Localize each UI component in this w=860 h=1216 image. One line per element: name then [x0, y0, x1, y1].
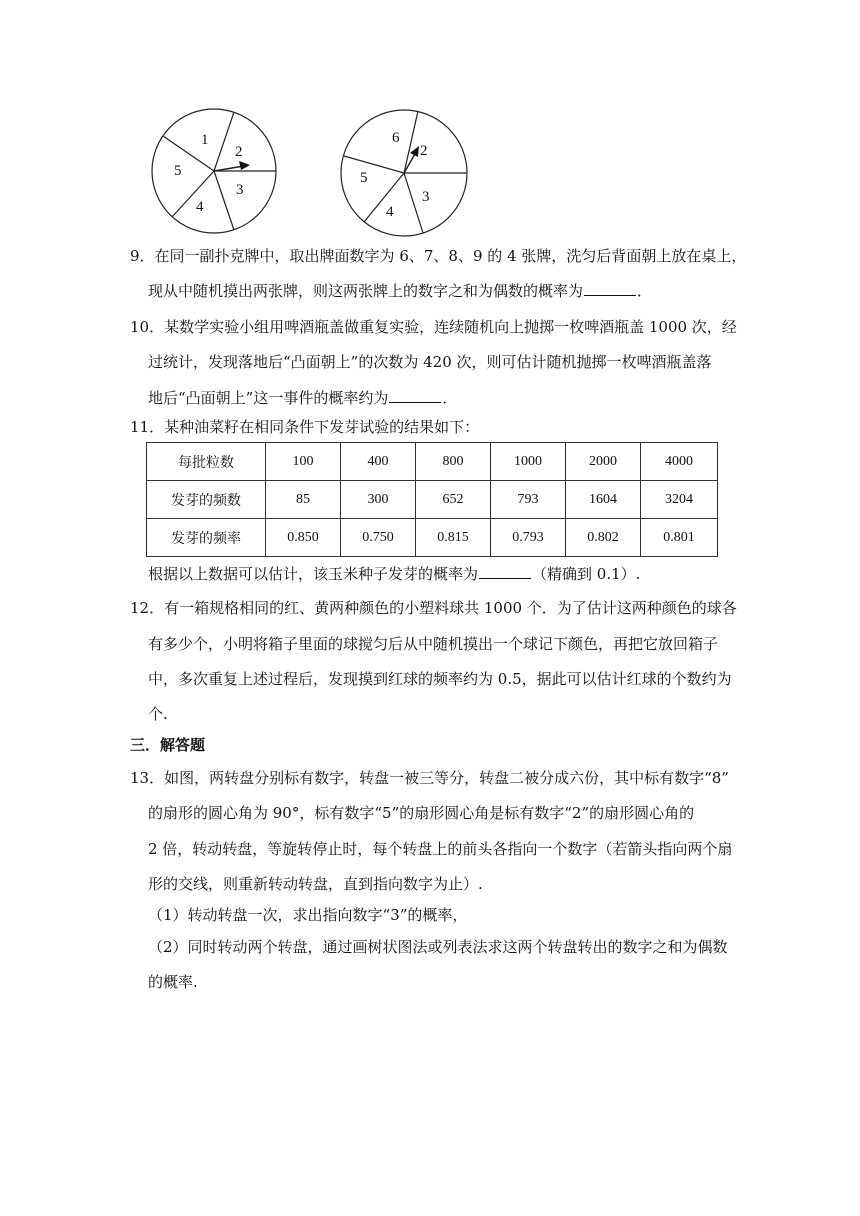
- table-cell: 300: [341, 481, 416, 519]
- q9-end: ．: [637, 282, 653, 300]
- spinner-two: [341, 110, 467, 236]
- spinners-figure: [150, 104, 480, 234]
- q11-end: （精确到 0.1）.: [532, 565, 641, 583]
- q11-text: 根据以上数据可以估计，该玉米种子发芽的概率为: [148, 565, 479, 583]
- table-cell: 0.815: [416, 519, 491, 557]
- q10-line: 过统计，发现落地后“凸面朝上”的次数为 420 次，则可估计随机抛掷一枚啤酒瓶盖落: [148, 353, 712, 371]
- table-cell: 3204: [641, 481, 718, 519]
- section-title: 三．解答题: [130, 736, 206, 754]
- q12-line: 12．有一箱规格相同的红、黄两种颜色的小塑料球共 1000 个．为了估计这两种颜色的球各: [130, 599, 737, 617]
- q12-line: 个.: [148, 705, 168, 723]
- table-row: [147, 481, 718, 519]
- q11-line: 11．某种油菜籽在相同条件下发芽试验的结果如下：: [130, 418, 480, 436]
- sector-label: 5: [174, 163, 182, 179]
- q9-text: 现从中随机摸出两张牌，则这两张牌上的数字之和为偶数的概率为: [148, 282, 584, 300]
- table-cell: 4000: [641, 443, 718, 481]
- sector-label: 2: [235, 144, 243, 160]
- table-cell: 652: [416, 481, 491, 519]
- sector-label: 4: [386, 204, 394, 220]
- q11-line: [148, 564, 860, 584]
- q12-line: 有多少个，小明将箱子里面的球搅匀后从中随机摸出一个球记下颜色，再把它放回箱子: [148, 635, 719, 653]
- spinner-one: [152, 109, 276, 233]
- sector-label: 3: [422, 189, 430, 205]
- germination-table: [146, 442, 718, 557]
- q13-line: 2 倍，转动转盘，等旋转停止时，每个转盘上的前头各指向一个数字（若箭头指向两个扇: [148, 840, 733, 858]
- q10-line: [148, 388, 860, 408]
- q9-line: 9．在同一副扑克牌中，取出牌面数字为 6、7、8、9 的 4 张牌，洗匀后背面朝上放在桌上，: [130, 247, 747, 265]
- table-cell: 793: [491, 481, 566, 519]
- q12-line: 中，多次重复上述过程后，发现摸到红球的频率约为 0.5，据此可以估计红球的个数约为: [148, 670, 732, 688]
- answer-blank: [389, 388, 441, 403]
- table-cell: 发芽的频数: [147, 481, 266, 519]
- q13-part1: （1）转动转盘一次，求出指向数字“3”的概率，: [148, 906, 468, 924]
- table-cell: 1000: [491, 443, 566, 481]
- table-cell: 400: [341, 443, 416, 481]
- arrow-icon: [214, 166, 244, 171]
- table-cell: 0.802: [566, 519, 641, 557]
- sector-label: 6: [392, 130, 400, 146]
- table-row: [147, 443, 718, 481]
- sector-label: 1: [201, 132, 209, 148]
- table-cell: 1604: [566, 481, 641, 519]
- table-cell: 85: [266, 481, 341, 519]
- q13-part2: 的概率.: [148, 973, 198, 991]
- q13-line: 13．如图，两转盘分别标有数字，转盘一被三等分，转盘二被分成六份，其中标有数字“8”: [130, 769, 729, 787]
- table-cell: 2000: [566, 443, 641, 481]
- table-cell: 发芽的频率: [147, 519, 266, 557]
- q10-text: 地后“凸面朝上”这一事件的概率约为: [148, 389, 389, 407]
- table-cell: 0.750: [341, 519, 416, 557]
- table-cell: 0.801: [641, 519, 718, 557]
- table-cell: 0.793: [491, 519, 566, 557]
- q10-line: 10．某数学实验小组用啤酒瓶盖做重复实验，连续随机向上抛掷一枚啤酒瓶盖 1000 次，经: [130, 318, 737, 336]
- table-cell: 每批粒数: [147, 443, 266, 481]
- q10-end: ．: [442, 389, 458, 407]
- sector-label: 3: [236, 182, 244, 198]
- q9-line: [148, 281, 860, 301]
- q13-line: 的扇形的圆心角为 90°，标有数字“5”的扇形圆心角是标有数字“2”的扇形圆心角的: [148, 804, 695, 822]
- sector-label: 5: [360, 170, 368, 186]
- table-cell: 100: [266, 443, 341, 481]
- table-cell: 0.850: [266, 519, 341, 557]
- sector-label: 4: [196, 199, 204, 215]
- answer-blank: [479, 564, 531, 579]
- q13-line: 形的交线，则重新转动转盘，直到指向数字为止）.: [148, 875, 483, 893]
- spinners-svg: [150, 104, 480, 234]
- answer-blank: [584, 281, 636, 296]
- table-row: [147, 519, 718, 557]
- q13-part2: （2）同时转动两个转盘，通过画树状图法或列表法求这两个转盘转出的数字之和为偶数: [148, 938, 728, 956]
- table-cell: 800: [416, 443, 491, 481]
- sector-label: 2: [420, 143, 428, 159]
